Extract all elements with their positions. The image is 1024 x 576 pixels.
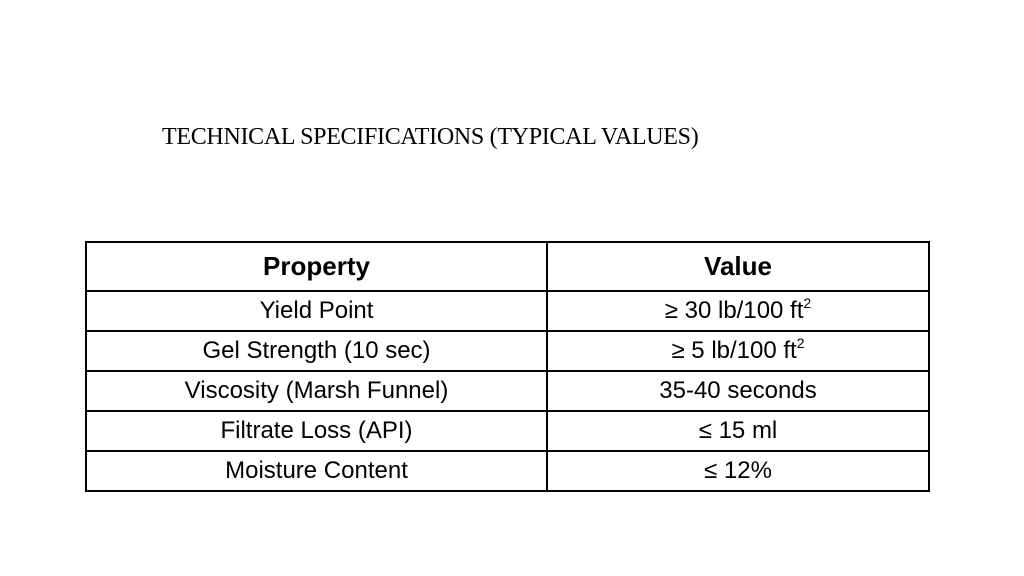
table-row	[86, 291, 929, 331]
property-cell: Moisture Content	[86, 451, 547, 491]
value-text: ≥ 5 lb/100 ft	[671, 337, 797, 364]
value-cell: ≤ 12%	[547, 451, 929, 491]
superscript: 2	[803, 295, 812, 311]
value-cell	[547, 331, 929, 371]
property-cell: Yield Point	[86, 291, 547, 331]
superscript: 2	[796, 335, 805, 351]
value-cell	[547, 291, 929, 331]
property-cell: Filtrate Loss (API)	[86, 411, 547, 451]
property-cell: Viscosity (Marsh Funnel)	[86, 371, 547, 411]
value-cell: ≤ 15 ml	[547, 411, 929, 451]
value-cell: 35-40 seconds	[547, 371, 929, 411]
value-text: ≥ 30 lb/100 ft	[664, 297, 804, 324]
table-row	[86, 411, 929, 451]
page-title: TECHNICAL SPECIFICATIONS (TYPICAL VALUES)	[162, 124, 699, 150]
header-property: Property	[86, 242, 547, 291]
property-cell: Gel Strength (10 sec)	[86, 331, 547, 371]
table-row	[86, 451, 929, 491]
spec-table	[85, 241, 930, 492]
table-header-row	[86, 242, 929, 291]
header-value: Value	[547, 242, 929, 291]
table-row	[86, 371, 929, 411]
table-row	[86, 331, 929, 371]
